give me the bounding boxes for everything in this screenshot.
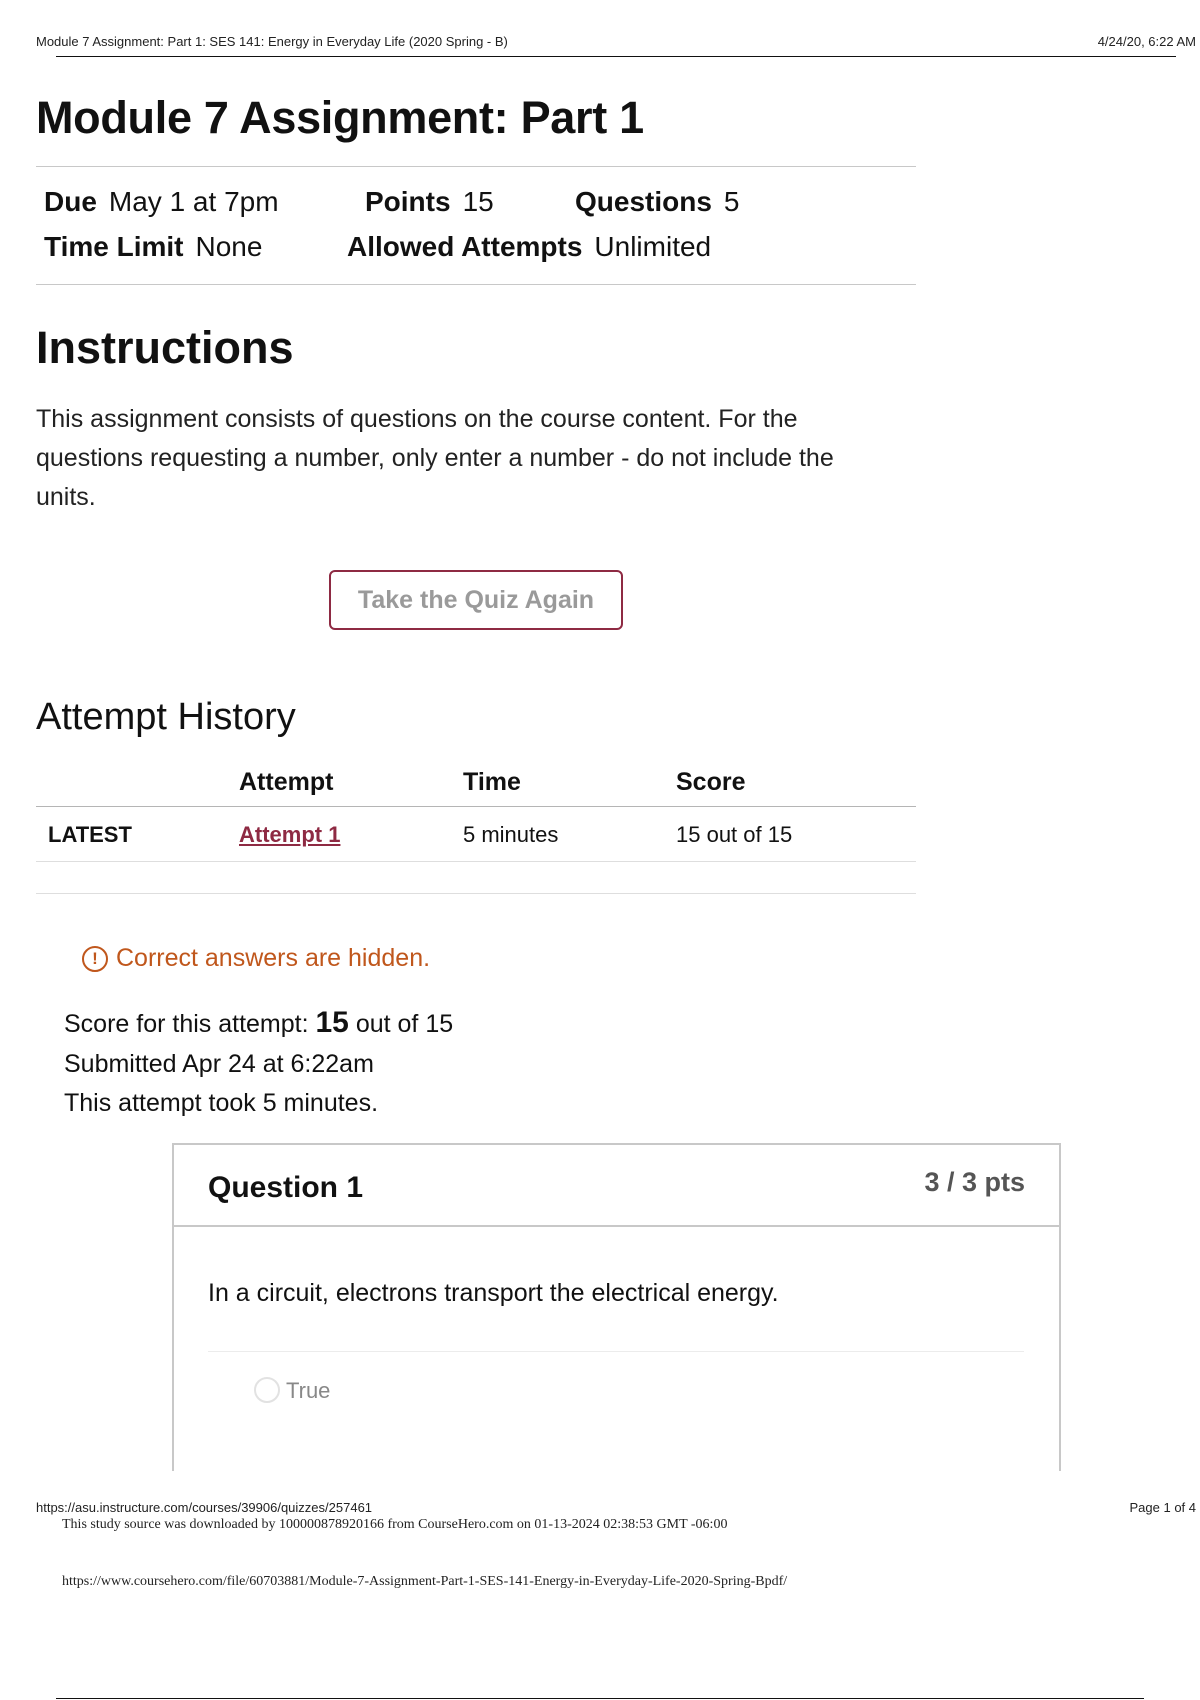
attempt-history-title: Attempt History [36,696,296,738]
footer-divider [56,1698,1144,1699]
questions-value: 5 [723,186,740,217]
points-label: Points [365,186,451,217]
table-bottom-divider [36,893,916,894]
footer-url: https://asu.instructure.com/courses/39906/quizzes/257461 [36,1500,373,1515]
question-card [172,1143,1061,1471]
answer-divider [208,1351,1024,1352]
instructions-title: Instructions [36,322,294,373]
print-page-title: Module 7 Assignment: Part 1: SES 141: Energy in Everyday Life (2020 Spring - B) [36,34,508,49]
score-suffix: out of 15 [355,1010,454,1038]
details-divider [36,284,916,285]
quiz-time-limit [44,231,262,263]
print-timestamp: 4/24/20, 6:22 AM [1097,34,1196,49]
attempt-score: 15 out of 15 [676,822,793,847]
answer-option-label: True [286,1378,331,1403]
title-divider [36,166,916,167]
radio-button-icon[interactable] [254,1377,280,1403]
source-url: https://www.coursehero.com/file/60703881/Module-7-Assignment-Part-1-SES-141-Energy-in-Everyday-Life-2020-Spring-Bpdf/ [62,1574,788,1589]
table-header-divider [36,806,916,807]
print-header [36,34,1196,54]
attempts-value: Unlimited [594,231,712,262]
correct-answers-hidden-alert [82,944,430,973]
source-note: This study source was downloaded by 100000878920166 from CourseHero.com on 01-13-2024 02:38:53 GMT -06:00 [62,1517,728,1532]
alert-text: Correct answers are hidden. [116,944,431,972]
header-divider [56,56,1176,57]
quiz-allowed-attempts [347,231,711,263]
footer-page-number: Page 1 of 4 [1129,1500,1196,1515]
column-header-score: Score [676,768,746,796]
table-row-divider [36,861,916,862]
exclamation-circle-icon: ! [82,946,108,972]
attempt-score-summary [64,1006,453,1040]
quiz-due [44,186,279,218]
instructions-text: This assignment consists of questions on the course content. For the questions requesting a number, only enter a number - do not include the units. [36,405,834,511]
take-quiz-again-button[interactable]: Take the Quiz Again [329,570,623,630]
attempt-status-badge: LATEST [48,822,132,847]
question-title: Question 1 [208,1171,364,1204]
page-title: Module 7 Assignment: Part 1 [36,92,644,143]
submitted-time: Submitted Apr 24 at 6:22am [64,1050,374,1078]
attempt-duration: This attempt took 5 minutes. [64,1089,379,1117]
quiz-questions [575,186,740,218]
time-limit-value: None [195,231,263,262]
quiz-points [365,186,494,218]
score-label: Score for this attempt: [64,1010,309,1038]
attempts-label: Allowed Attempts [347,231,583,262]
attempt-time: 5 minutes [463,822,559,847]
time-limit-label: Time Limit [44,231,184,262]
question-text: In a circuit, electrons transport the electrical energy. [208,1279,779,1307]
points-value: 15 [462,186,494,217]
question-header [174,1145,1059,1227]
due-label: Due [44,186,97,217]
column-header-attempt: Attempt [239,768,334,796]
answer-option-true[interactable] [254,1377,330,1404]
due-value: May 1 at 7pm [108,186,279,217]
column-header-time: Time [463,768,521,796]
attempt-1-link[interactable]: Attempt 1 [239,822,341,847]
score-value: 15 [315,1006,349,1039]
questions-label: Questions [575,186,712,217]
question-points: 3 / 3 pts [924,1167,1025,1197]
